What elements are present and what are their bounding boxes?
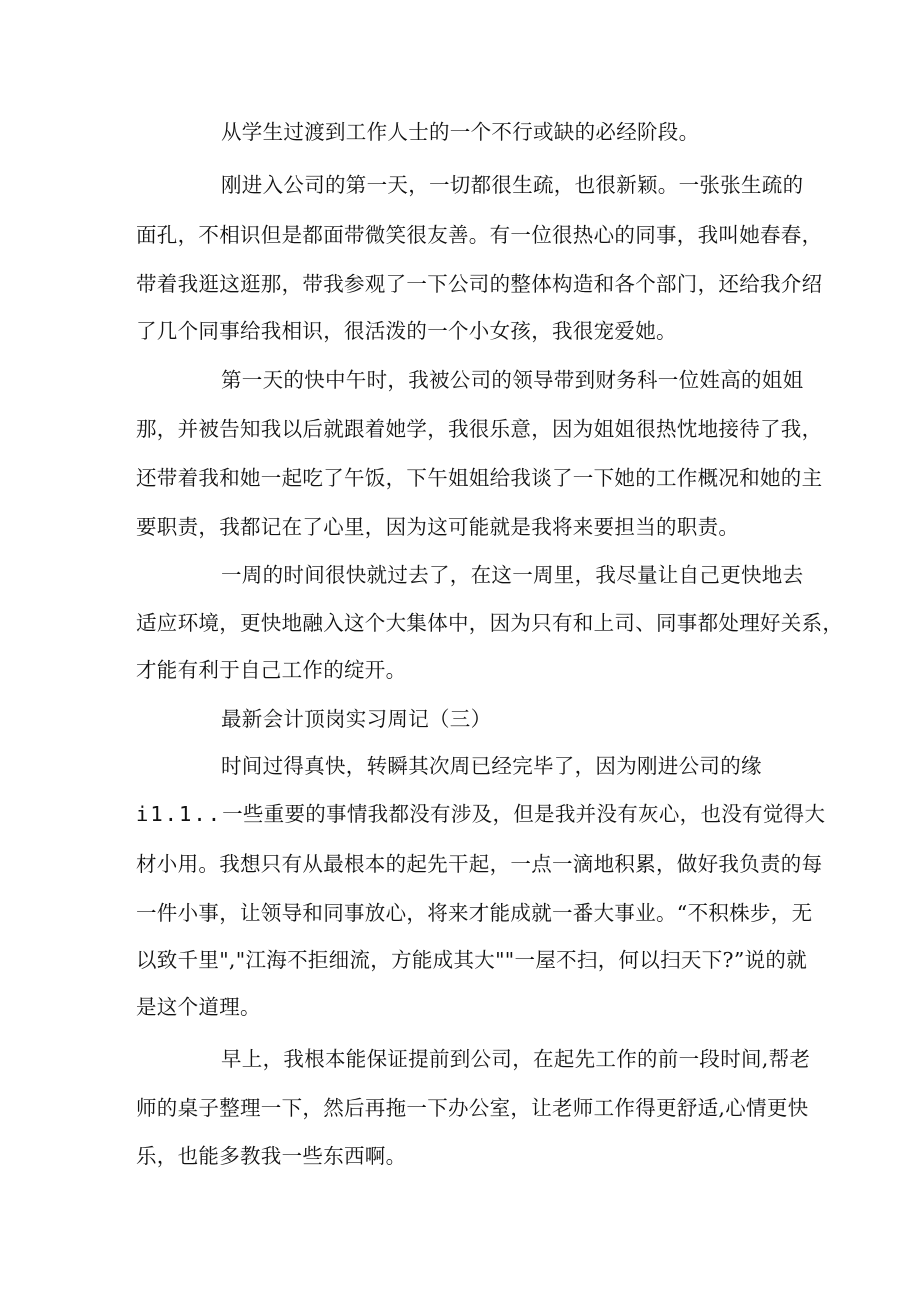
paragraph-line: 带着我逛这逛那，带我参观了一下公司的整体构造和各个部门，还给我介绍 [136, 272, 823, 296]
paragraph-line: 早上，我根本能保证提前到公司，在起先工作的前一段时间,帮老 [221, 1047, 811, 1071]
paragraph-line: 才能有利于自己工作的绽开。 [136, 658, 407, 682]
paragraph-line: 了几个同事给我相识，很活泼的一个小女孩，我很宠爱她。 [136, 319, 677, 343]
garbled-text: i1.1.. [136, 802, 223, 826]
paragraph-line [136, 800, 826, 828]
paragraph-line: 要职责，我都记在了心里，因为这可能就是我将来要担当的职责。 [136, 515, 740, 539]
paragraph-line: 第一天的快中午时，我被公司的领导带到财务科一位姓高的姐姐 [221, 368, 804, 392]
paragraph-line: 时间过得真快，转瞬其次周已经完毕了，因为刚进公司的缘 [221, 754, 762, 778]
paragraph-line: 一周的时间很快就过去了，在这一周里，我尽量让自己更快地去 [221, 563, 804, 587]
paragraph-line: 材小用。我想只有从最根本的起先干起，一点一滴地积累，做好我负责的每 [136, 852, 823, 876]
paragraph-line: 师的桌子整理一下，然后再拖一下办公室，让老师工作得更舒适,心情更快 [136, 1096, 809, 1120]
paragraph-line: 一件小事，让领导和同事放心，将来才能成就一番大事业。“不积株步，无 [136, 901, 813, 925]
paragraph-line: 从学生过渡到工作人士的一个不行或缺的必经阶段。 [221, 120, 700, 144]
paragraph-line: 是这个道理。 [136, 995, 261, 1019]
paragraph-line: 还带着我和她一起吃了午饭，下午姐姐给我谈了一下她的工作概况和她的主 [136, 466, 823, 490]
paragraph-line: 以致千里","江海不拒细流，方能成其大""一屋不扫，何以扫天下?”说的就 [136, 948, 808, 972]
section-heading: 最新会计顶岗实习周记（三） [221, 707, 492, 731]
paragraph-line: 那，并被告知我以后就跟着她学，我很乐意，因为姐姐很热忱地接待了我， [136, 417, 823, 441]
paragraph-line: 乐，也能多教我一些东西啊。 [136, 1144, 407, 1168]
paragraph-line: 刚进入公司的第一天，一切都很生疏，也很新颖。一张张生疏的 [221, 173, 804, 197]
paragraph-line: 适应环境，更快地融入这个大集体中，因为只有和上司、同事都处理好关系， [136, 611, 844, 635]
paragraph-line-text: 一些重要的事情我都没有涉及，但是我并没有灰心，也没有觉得大 [222, 802, 826, 826]
paragraph-line: 面孔，不相识但是都面带微笑很友善。有一位很热心的同事，我叫她春春， [136, 223, 823, 247]
